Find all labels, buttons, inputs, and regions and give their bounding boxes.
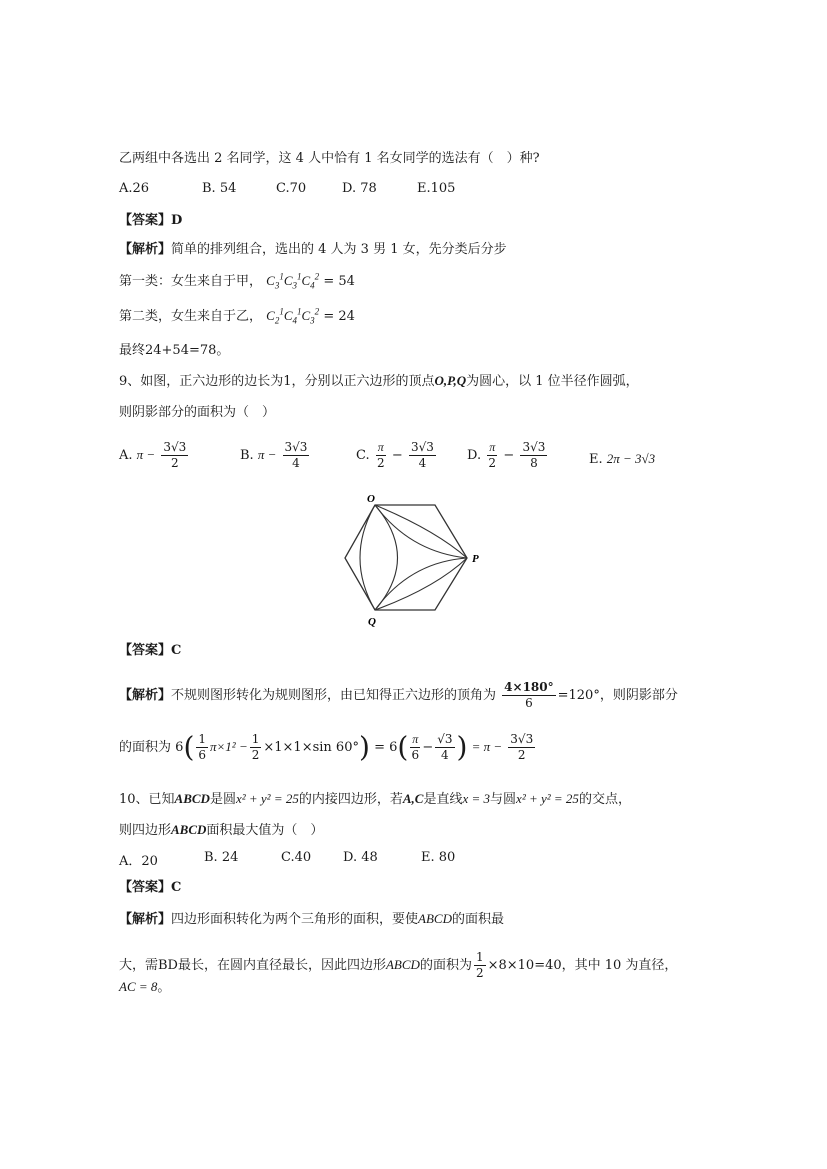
arc-o-to-p-upper [375, 505, 467, 558]
q10-stem-b: 是圆 [209, 792, 236, 807]
q10-line2-c: ×8×10=40，其中 10 为直径， [487, 958, 678, 973]
q9-area-eq: = 6 [374, 740, 398, 755]
q10-analysis-text: 四边形面积转化为两个三角形的面积，要使 [171, 912, 419, 927]
q9-option-d-den1: 2 [488, 456, 497, 470]
q8-case-1 [119, 272, 355, 291]
q9-area-mid1: π×1² − [210, 739, 248, 754]
q10-circle-2: x² + y² = 25 [516, 791, 579, 806]
q8-total: 最终24+54=78。 [119, 343, 230, 358]
q9-area-eq2: = π − [471, 739, 503, 754]
q9-area-six: 6 [175, 740, 184, 755]
q8-case1-value: = 54 [323, 274, 355, 289]
hexagon-outline [345, 505, 467, 610]
q8-option-a: A.26 [119, 181, 150, 196]
q8-case1-label: 第一类：女生来自于甲， [119, 274, 263, 289]
point-q-label: Q [368, 616, 376, 628]
q8-analysis-text: 简单的排列组合，选出的 4 人为 3 男 1 女，先分类后分步 [171, 242, 507, 257]
q9-option-a [119, 440, 190, 471]
q10-analysis-line3 [119, 978, 170, 997]
q9-stem-text: 9、如图，正六边形的边长为1，分别以正六边形的顶点 [119, 374, 435, 389]
q9-area-f1-num: 1 [198, 732, 207, 746]
q9-option-d [467, 440, 549, 471]
q9-area-f2 [250, 732, 262, 763]
q9-angle-den: 6 [525, 696, 533, 710]
q8-case-2 [119, 307, 355, 326]
q9-option-a-num: 3√3 [163, 440, 187, 454]
q9-option-a-fraction [161, 440, 188, 471]
q10-stem-c: 的内接四边形，若 [298, 792, 403, 807]
q9-analysis-text: 不规则图形转化为规则图形，由已知得正六边形的顶角为 [171, 688, 497, 703]
q9-area-f2-num: 1 [251, 732, 260, 746]
q10-option-d: D. 48 [343, 850, 378, 865]
q10-line2-a: 大，需BD最长，在圆内直径最长，因此四边形 [119, 958, 386, 973]
q10-analysis-line1 [119, 910, 504, 929]
q10-stem-line2 [119, 821, 323, 840]
q9-angle-num: 4×180° [504, 680, 554, 694]
q9-analysis-line2 [119, 732, 537, 763]
q10-analysis-label: 【解析】 [119, 912, 172, 927]
q9-area-f3 [410, 732, 420, 763]
q9-option-c-den1: 2 [376, 456, 385, 470]
q9-option-b-den: 4 [292, 456, 300, 470]
q9-option-d-fraction-1 [487, 440, 497, 471]
point-o-label: O [367, 493, 375, 505]
q9-area-minus: − [422, 740, 434, 755]
q9-area-f4-den: 4 [441, 748, 449, 762]
q9-option-b-fraction [283, 440, 310, 471]
arc-o-to-q-right [375, 505, 398, 610]
arc-p-to-q-upper [375, 558, 467, 610]
point-p-label: P [472, 553, 479, 565]
q8-case2-value: = 24 [323, 309, 355, 324]
q9-stem-line2: 则阴影部分的面积为（ ） [119, 405, 276, 420]
q8-case2-combination: $C_2^1C_4^1C_3^2$ [266, 306, 320, 326]
q9-area-f2-den: 2 [251, 748, 260, 762]
q9-analysis-label: 【解析】 [119, 688, 172, 703]
q8-option-b: B. 54 [202, 181, 237, 196]
q9-angle-result: =120°，则阴影部分 [557, 688, 678, 703]
hexagon-figure [330, 490, 490, 630]
q9-area-f5 [508, 732, 535, 763]
q8-case1-combination: $C_3^1C_3^1C_4^2$ [266, 271, 320, 291]
q9-option-d-label: D. [467, 448, 482, 463]
q8-option-d: D. 78 [342, 181, 377, 196]
q9-option-d-fraction-2 [520, 440, 547, 471]
q9-area-f3-num: π [412, 732, 419, 746]
q9-option-c-fraction-1 [376, 440, 386, 471]
q9-option-b [240, 440, 311, 471]
q9-option-c [356, 440, 438, 471]
q9-option-e-label: E. [589, 452, 603, 467]
q10-option-a: A．20 [119, 854, 158, 869]
left-paren: ( [183, 730, 195, 764]
q8-option-e: E.105 [417, 181, 456, 196]
q10-stem-line2-b: 面积最大值为（ ） [206, 823, 324, 838]
arc-p-to-q-lower [375, 558, 467, 610]
q10-half-fraction [474, 950, 486, 981]
q9-analysis-line1 [119, 680, 678, 711]
q9-option-d-num1: π [489, 440, 496, 454]
q9-area-f1 [196, 732, 208, 763]
q10-stem-line1 [119, 790, 631, 809]
q9-area-f4-num: √3 [437, 732, 453, 746]
q8-answer: 【答案】D [119, 213, 183, 228]
q9-area-f4 [435, 732, 454, 763]
q10-stem-e: 与圆 [490, 792, 517, 807]
q9-area-prefix: 的面积为 [119, 740, 172, 755]
q9-option-c-den2: 4 [418, 456, 427, 470]
q10-half-den: 2 [475, 966, 484, 980]
left-paren-2: ( [397, 730, 409, 764]
q10-ac: A,C [402, 791, 424, 806]
q10-abcd-2: ABCD [171, 822, 207, 837]
q10-option-c: C.40 [281, 850, 312, 865]
q10-abcd: ABCD [174, 791, 210, 806]
q10-half-num: 1 [475, 950, 484, 964]
q9-option-a-label: A. [119, 448, 133, 463]
q9-area-f1-den: 6 [198, 748, 207, 762]
q9-area-f5-den: 2 [517, 748, 526, 762]
q9-option-a-pre: π − [136, 447, 156, 462]
q9-area-mid2: ×1×1×sin 60° [263, 740, 359, 755]
q10-circle: x² + y² = 25 [235, 791, 299, 806]
q9-option-c-num2: 3√3 [410, 440, 434, 454]
q10-stem-line2-a: 则四边形 [119, 823, 172, 838]
q8-option-c: C.70 [276, 181, 307, 196]
q8-case2-label: 第二类，女生来自于乙， [119, 309, 263, 324]
q8-analysis [119, 241, 507, 259]
q10-abcd-3: ABCD [418, 911, 452, 926]
q9-option-b-label: B. [240, 448, 254, 463]
right-paren: ) [358, 730, 370, 764]
q10-line: x = 3 [462, 791, 491, 806]
q9-option-d-den2: 8 [530, 456, 538, 470]
q9-option-a-den: 2 [171, 456, 179, 470]
q9-area-f5-num: 3√3 [510, 732, 534, 746]
q9-option-e [589, 451, 655, 467]
right-paren-2: ) [456, 730, 468, 764]
q9-stem-line1 [119, 372, 639, 391]
q9-angle-fraction [502, 680, 555, 711]
q10-stem-d: 是直线 [423, 792, 463, 807]
q9-stem-tail: 为圆心，以 1 位半径作圆弧， [466, 374, 639, 389]
q9-stem-points: O,P,Q [434, 373, 467, 388]
q10-answer: 【答案】C [119, 880, 182, 895]
q8-stem: 乙两组中各选出 2 名同学，这 4 人中恰有 1 名女同学的选法有（ ）种? [119, 151, 540, 166]
q9-option-c-op: − [391, 448, 403, 463]
q10-line2-b: 的面积为 [419, 958, 472, 973]
q9-option-d-op: − [503, 448, 515, 463]
q9-answer: 【答案】C [119, 643, 182, 658]
q9-option-c-fraction-2 [409, 440, 436, 471]
q9-option-c-label: C. [356, 448, 370, 463]
q9-option-c-num1: π [377, 440, 384, 454]
q8-analysis-label: 【解析】 [119, 242, 172, 257]
q10-option-e: E. 80 [421, 850, 456, 865]
q9-option-d-num2: 3√3 [522, 440, 546, 454]
q10-stem-a: 10、已知 [119, 792, 175, 807]
q10-analysis-line2 [119, 950, 677, 981]
q10-abcd-4: ABCD [385, 957, 420, 972]
arc-o-to-q-left [360, 505, 375, 610]
q10-option-b: B. 24 [204, 850, 239, 865]
q9-area-f3-den: 6 [411, 748, 420, 762]
q9-option-b-pre: π − [257, 447, 277, 462]
q10-period: 。 [157, 980, 171, 995]
q10-ac-eq: AC = 8 [119, 979, 158, 994]
q9-option-b-num: 3√3 [284, 440, 308, 454]
arc-o-to-p-lower [375, 505, 467, 558]
q10-stem-f: 的交点， [578, 792, 631, 807]
q9-option-e-text: 2π − 3√3 [606, 451, 656, 466]
q10-analysis-tail: 的面积最 [451, 912, 504, 927]
